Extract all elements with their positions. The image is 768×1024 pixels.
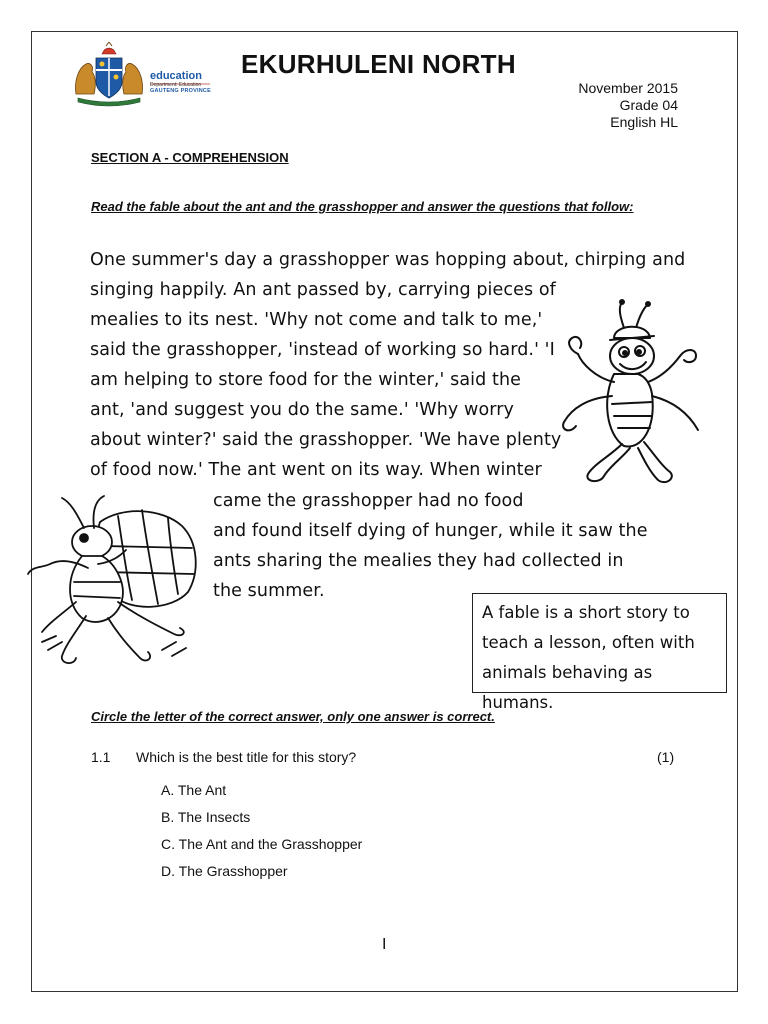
answer-instruction: Circle the letter of the correct answer, only one answer is correct. [91, 709, 495, 724]
question-marks: (1) [657, 749, 675, 765]
story-line: came the grasshopper had no food [213, 491, 524, 511]
story-line: am helping to store food for the winter,' said the [90, 370, 522, 390]
answer-option-a[interactable]: A. The Ant [161, 782, 227, 798]
reading-instruction: Read the fable about the ant and the grasshopper and answer the questions that follow: [91, 199, 634, 214]
fable-definition-box [472, 593, 727, 712]
logo-main-text: education [150, 70, 202, 82]
exam-subject: English HL [610, 114, 678, 130]
page-number: I [382, 936, 387, 953]
question-text: Which is the best title for this story? [136, 749, 357, 765]
exam-meta [578, 80, 678, 131]
story-line: ants sharing the mealies they had collected in [213, 551, 624, 571]
fable-box-line: teach a lesson, often with [482, 633, 695, 652]
logo-text [150, 70, 211, 95]
section-heading: SECTION A - COMPREHENSION [91, 150, 289, 165]
ant-illustration [22, 492, 214, 676]
story-line: about winter?' said the grasshopper. 'We have plenty [90, 430, 562, 450]
story-line: singing happily. An ant passed by, carrying pieces of [90, 280, 556, 300]
page-title: EKURHULENI NORTH [241, 49, 516, 79]
answer-option-b[interactable]: B. The Insects [161, 809, 251, 825]
logo-department-text: Department: Education [150, 82, 202, 88]
story-line: the summer. [213, 581, 325, 601]
story-line: ant, 'and suggest you do the same.' 'Why worry [90, 400, 514, 420]
fable-box-line: animals behaving as humans. [482, 663, 653, 712]
story-line: and found itself dying of hunger, while it saw the [213, 521, 648, 541]
story-line: of food now.' The ant went on its way. When winter [90, 460, 542, 480]
question-number: 1.1 [91, 749, 111, 765]
exam-date: November 2015 [578, 80, 678, 96]
answer-option-c[interactable]: C. The Ant and the Grasshopper [161, 836, 363, 852]
logo-province-text: GAUTENG PROVINCE [150, 88, 211, 94]
grasshopper-illustration [552, 298, 712, 493]
coat-of-arms-icon [75, 42, 142, 106]
exam-grade: Grade 04 [619, 97, 678, 113]
story-line: said the grasshopper, 'instead of working so hard.' 'I [90, 340, 555, 360]
fable-box-line: A fable is a short story to [482, 603, 690, 622]
story-line: One summer's day a grasshopper was hopping about, chirping and [90, 250, 686, 270]
answer-option-d[interactable]: D. The Grasshopper [161, 863, 288, 879]
story-line: mealies to its nest. 'Why not come and talk to me,' [90, 310, 543, 330]
